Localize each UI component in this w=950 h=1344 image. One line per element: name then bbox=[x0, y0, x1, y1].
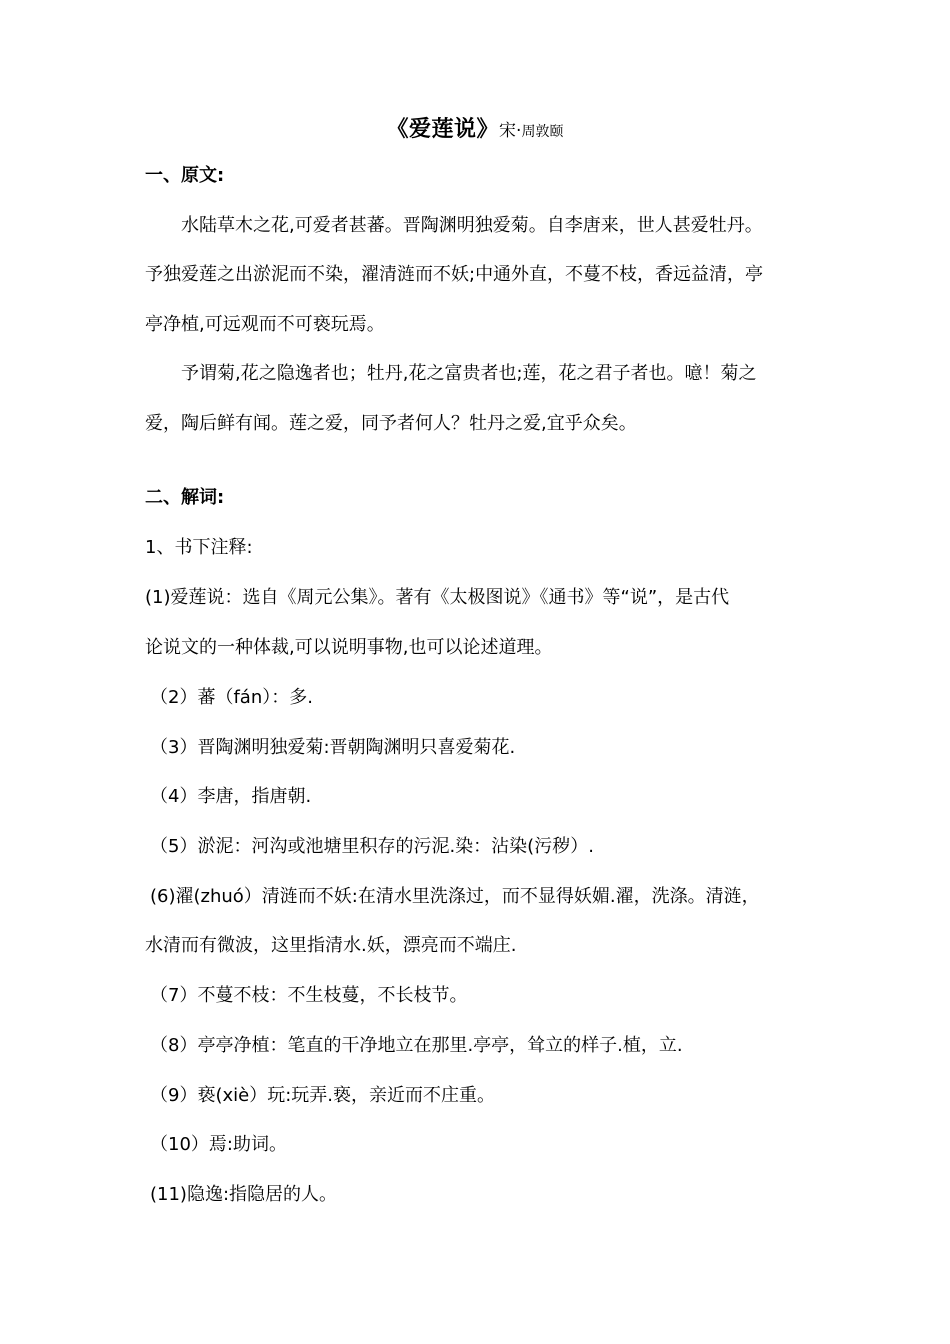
note-line: 水清而有微波，这里指清水.妖，漂亮而不端庄. bbox=[145, 935, 517, 956]
note-line: （5）淤泥：河沟或池塘里积存的污泥.染：沾染(污秽）. bbox=[150, 836, 594, 857]
notes-subheading: 1、书下注释: bbox=[145, 537, 253, 558]
note-line: 论说文的一种体裁,可以说明事物,也可以论述道理。 bbox=[145, 637, 553, 658]
original-text-line: 水陆草木之花,可爱者甚蕃。晋陶渊明独爱菊。自李唐来，世人甚爱牡丹。 bbox=[181, 215, 763, 236]
title-author: 周敦颐 bbox=[521, 124, 564, 140]
note-line: (1)爱莲说：选自《周元公集》。著有《太极图说》《通书》等“说”，是古代 bbox=[145, 587, 730, 608]
note-line: （10）焉:助词。 bbox=[150, 1134, 287, 1155]
original-text-line: 予独爱莲之出淤泥而不染，濯清涟而不妖;中通外直，不蔓不枝，香远益清，亭 bbox=[145, 264, 764, 285]
title-dynasty: 宋· bbox=[499, 121, 522, 141]
note-line: (6)濯(zhuó）清涟而不妖:在清水里洗涤过，而不显得妖媚.濯，洗涤。清涟， bbox=[150, 886, 760, 907]
note-line: （7）不蔓不枝：不生枝蔓，不长枝节。 bbox=[150, 985, 468, 1006]
note-line: （3）晋陶渊明独爱菊:晋朝陶渊明只喜爱菊花. bbox=[150, 737, 516, 758]
note-line: （4）李唐，指唐朝. bbox=[150, 786, 312, 807]
section-heading-original-text: 一、原文: bbox=[145, 165, 225, 186]
document-title bbox=[0, 112, 950, 143]
note-line: （9）亵(xiè）玩:玩弄.亵，亲近而不庄重。 bbox=[150, 1085, 495, 1106]
original-text-line: 予谓菊,花之隐逸者也；牡丹,花之富贵者也;莲，花之君子者也。噫！菊之 bbox=[181, 363, 757, 384]
note-line: （8）亭亭净植：笔直的干净地立在那里.亭亭，耸立的样子.植，立. bbox=[150, 1035, 683, 1056]
original-text-line: 爱，陶后鲜有闻。莲之爱，同予者何人？牡丹之爱,宜乎众矣。 bbox=[145, 413, 637, 434]
note-line: （2）蕃（fán）：多. bbox=[150, 687, 313, 708]
title-main: 《爱莲说》 bbox=[386, 117, 500, 142]
original-text-line: 亭净植,可远观而不可亵玩焉。 bbox=[145, 314, 385, 335]
note-line: (11)隐逸:指隐居的人。 bbox=[150, 1184, 338, 1205]
section-heading-word-notes: 二、解词: bbox=[145, 487, 225, 508]
